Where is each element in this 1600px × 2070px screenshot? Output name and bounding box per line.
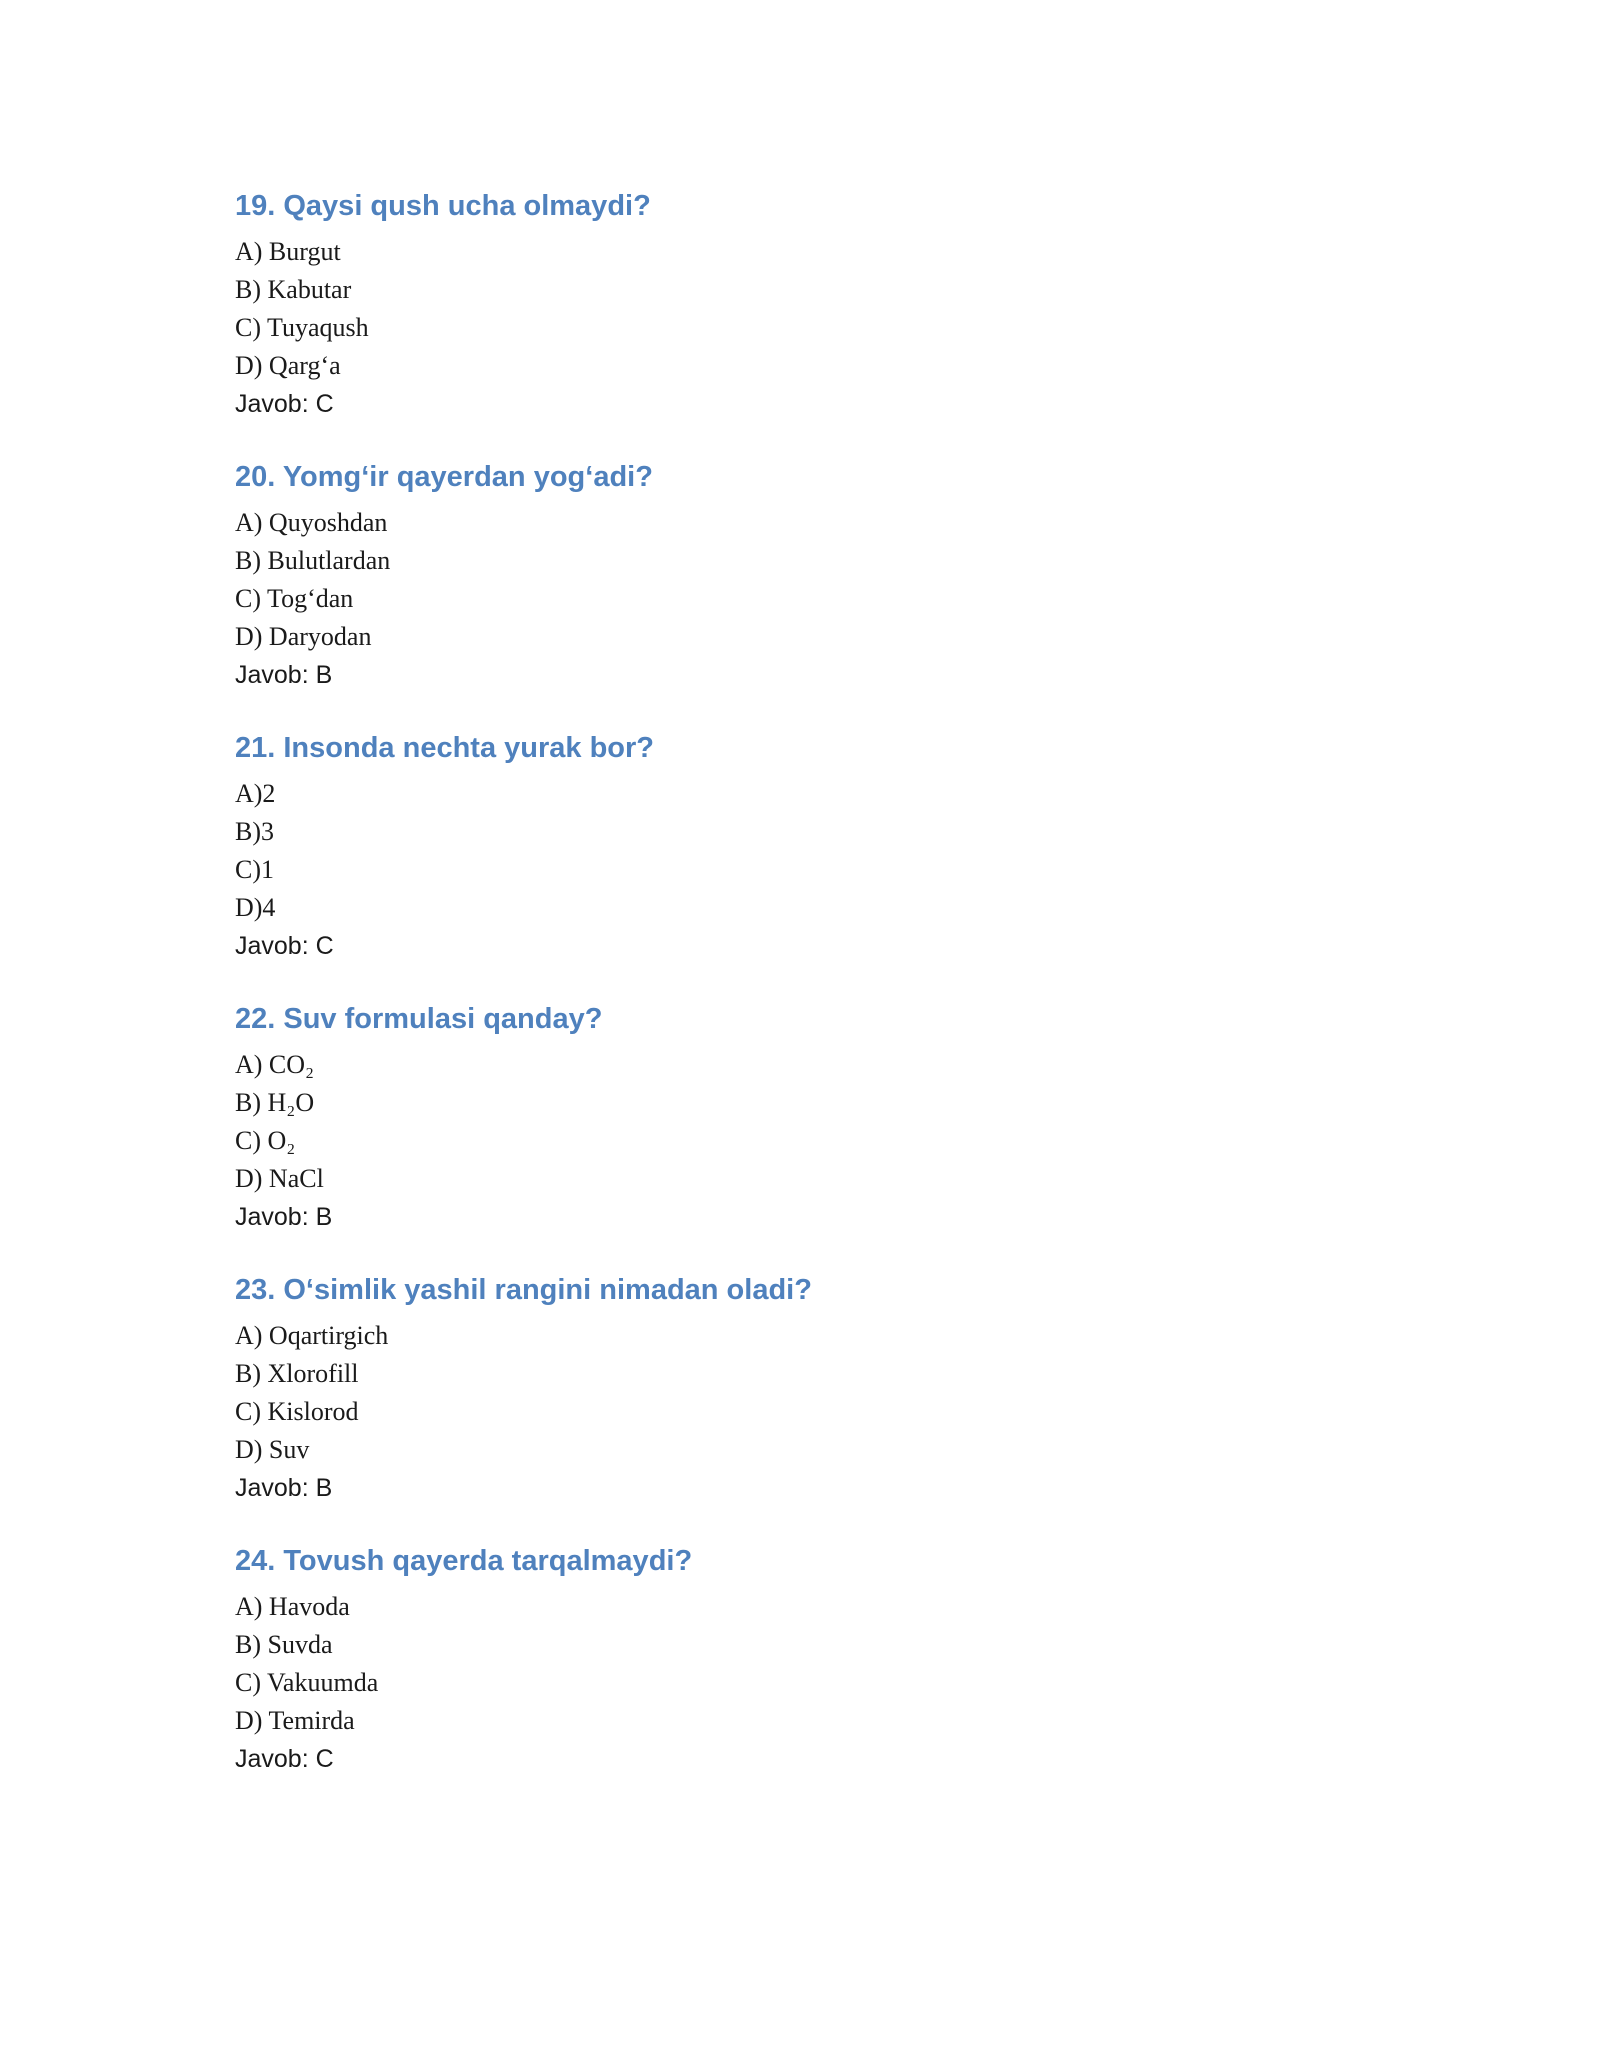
answer: Javob: C <box>235 1745 334 1773</box>
option-c: C) Tuyaqush <box>235 313 369 342</box>
option-a: A) Burgut <box>235 237 341 266</box>
option-a: A) Havoda <box>235 1592 350 1621</box>
option-d: D) Temirda <box>235 1706 355 1735</box>
option-b: B) Suvda <box>235 1630 333 1659</box>
answer: Javob: C <box>235 390 334 418</box>
question-title: 24. Tovush qayerda tarqalmaydi? <box>235 1545 693 1577</box>
question-title: 20. Yomg‘ir qayerdan yog‘adi? <box>235 461 653 493</box>
option-d: D)4 <box>235 893 276 922</box>
question-title: 21. Insonda nechta yurak bor? <box>235 732 654 764</box>
option-b: B) Xlorofill <box>235 1359 359 1388</box>
question-19 <box>235 185 1365 423</box>
option-c: C) Kislorod <box>235 1397 359 1426</box>
question-23 <box>235 1269 1365 1507</box>
question-21 <box>235 727 1365 965</box>
question-title: 23. O‘simlik yashil rangini nimadan oladi? <box>235 1274 812 1306</box>
option-d: D) Daryodan <box>235 622 372 651</box>
option-d: D) Suv <box>235 1435 310 1464</box>
option-c: C) Vakuumda <box>235 1668 379 1697</box>
option-d: D) NaCl <box>235 1164 324 1193</box>
answer: Javob: B <box>235 1203 333 1231</box>
option-a: A) Quyoshdan <box>235 508 388 537</box>
option-b: B) Bulutlardan <box>235 546 391 575</box>
option-c: C)1 <box>235 855 274 884</box>
question-title: 22. Suv formulasi qanday? <box>235 1003 603 1035</box>
question-22 <box>235 998 1365 1236</box>
option-c: C) Tog‘dan <box>235 584 354 613</box>
answer: Javob: B <box>235 661 333 689</box>
option-a: A) CO₂ <box>235 1050 315 1079</box>
option-a: A) Oqartirgich <box>235 1321 389 1350</box>
option-b: B) H₂O <box>235 1088 315 1117</box>
question-24 <box>235 1540 1365 1778</box>
question-20 <box>235 456 1365 694</box>
quiz-content <box>235 185 1365 1811</box>
option-b: B) Kabutar <box>235 275 352 304</box>
option-a: A)2 <box>235 779 276 808</box>
option-d: D) Qarg‘a <box>235 351 341 380</box>
answer: Javob: B <box>235 1474 333 1502</box>
option-b: B)3 <box>235 817 274 846</box>
answer: Javob: C <box>235 932 334 960</box>
option-c: C) O₂ <box>235 1126 296 1155</box>
question-title: 19. Qaysi qush ucha olmaydi? <box>235 190 651 222</box>
